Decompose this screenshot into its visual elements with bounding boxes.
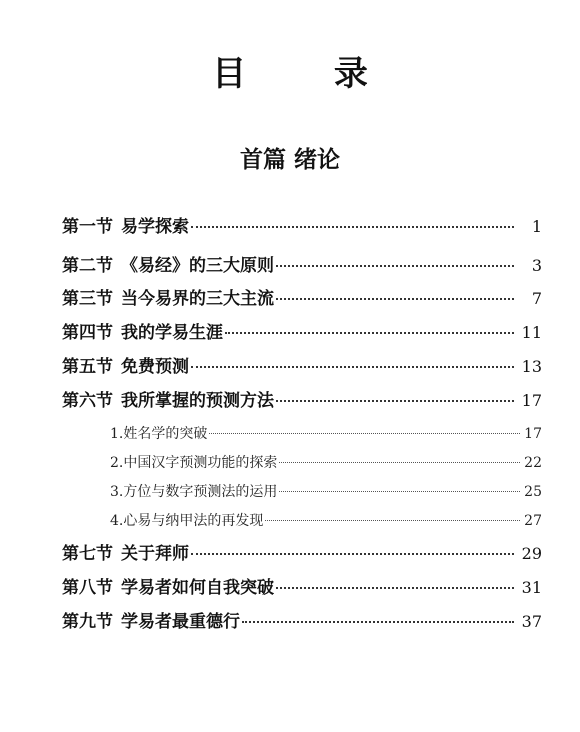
page-number: 31 — [521, 578, 542, 597]
subsection-title: 4.心易与纳甲法的再发现 — [110, 513, 264, 529]
dot-leader — [209, 433, 520, 434]
toc-entry[interactable] — [62, 212, 542, 237]
page-number: 3 — [531, 256, 542, 275]
toc-entry[interactable] — [62, 386, 542, 411]
subsection-title: 3.方位与数字预测法的运用 — [110, 484, 278, 500]
page-number: 11 — [521, 323, 542, 342]
page-number: 37 — [521, 612, 542, 631]
toc-entry[interactable] — [62, 352, 542, 377]
section-title: 学易者最重德行 — [121, 612, 240, 632]
section-number: 第五节 — [62, 357, 113, 377]
section-number: 第九节 — [62, 612, 113, 632]
subsection-title: 1.姓名学的突破 — [110, 426, 208, 442]
toc-subentry[interactable] — [110, 481, 542, 501]
dot-leader — [191, 553, 514, 555]
section-number: 第四节 — [62, 323, 113, 343]
dot-leader — [276, 265, 514, 267]
dot-leader — [191, 226, 514, 228]
dot-leader — [276, 587, 514, 589]
section-number: 第二节 — [62, 256, 113, 276]
dot-leader — [279, 462, 520, 463]
section-number: 第八节 — [62, 578, 113, 598]
page-number: 17 — [521, 391, 542, 410]
page-number: 22 — [524, 455, 542, 471]
toc-entry[interactable] — [62, 318, 542, 343]
section-number: 第六节 — [62, 391, 113, 411]
section-title: 学易者如何自我突破 — [121, 578, 274, 598]
section-title: 《易经》的三大原则 — [121, 256, 274, 276]
section-number: 第一节 — [62, 217, 113, 237]
page-number: 25 — [524, 484, 542, 500]
dot-leader — [191, 366, 514, 368]
toc-entry[interactable] — [62, 573, 542, 598]
page-number: 13 — [521, 357, 542, 376]
subsection-title: 2.中国汉字预测功能的探索 — [110, 455, 278, 471]
section-title: 易学探索 — [121, 217, 189, 237]
toc-entry[interactable] — [62, 539, 542, 564]
page-number: 17 — [524, 426, 542, 442]
section-title: 免费预测 — [121, 357, 189, 377]
dot-leader — [276, 400, 514, 402]
dot-leader — [265, 520, 520, 521]
section-title: 当今易界的三大主流 — [121, 289, 274, 309]
toc-subentry[interactable] — [110, 452, 542, 472]
dot-leader — [276, 298, 514, 300]
section-title: 关于拜师 — [121, 544, 189, 564]
toc-subentry[interactable] — [110, 423, 542, 443]
section-number: 第七节 — [62, 544, 113, 564]
dot-leader — [242, 621, 514, 623]
section-title: 我的学易生涯 — [121, 323, 223, 343]
dot-leader — [225, 332, 514, 334]
part-title: 首篇 绪论 — [239, 147, 340, 173]
page-number: 1 — [531, 217, 542, 236]
toc-entry[interactable] — [62, 251, 542, 276]
toc-subentry[interactable] — [110, 510, 542, 530]
page-number: 27 — [524, 513, 542, 529]
page-number: 7 — [531, 289, 542, 308]
page-number: 29 — [521, 544, 542, 563]
page-title: 目 录 — [212, 54, 406, 94]
section-number: 第三节 — [62, 289, 113, 309]
dot-leader — [279, 491, 520, 492]
section-title: 我所掌握的预测方法 — [121, 391, 274, 411]
toc-entry[interactable] — [62, 284, 542, 309]
toc-entry[interactable] — [62, 607, 542, 632]
